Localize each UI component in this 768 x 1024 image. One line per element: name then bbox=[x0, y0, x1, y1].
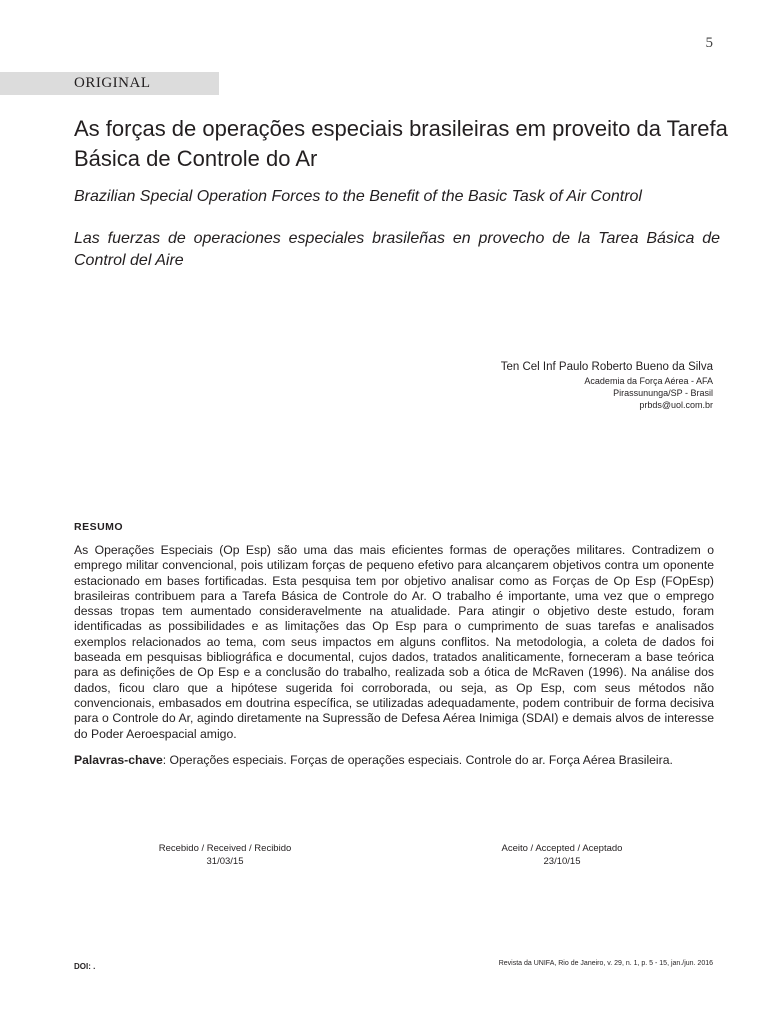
author-institution: Academia da Força Aérea - AFA bbox=[584, 376, 713, 386]
article-subtitle-english: Brazilian Special Operation Forces to the Benefit of the Basic Task of Air Control bbox=[74, 188, 642, 205]
received-label: Recebido / Received / Recibido bbox=[158, 843, 292, 854]
abstract-body: As Operações Especiais (Op Esp) são uma das mais eficientes formas de operações militares. Contradizem o emprego militar convencional, pois utilizam forças de pequeno efetivo para alcançarem objetivos contra um oponente estacionado em bases fortificadas. Esta pesquisa tem por objetivo analisar como as Forças de Op Esp (FOpEsp) brasileiras contribuem para a Tarefa Básica de Controle do Ar. O trabalho é importante, uma vez que o emprego dessas tropas tem aumentado consideravelmente na atualidade. Para atingir o objetivo deste estudo, foram identificadas as possibilidades e as limitações das Op Esp para o cumprimento de suas tarefas e analisados exemplos relacionados ao tema, com seus impactos em alguns conflitos. Na metodologia, a coleta de dados foi baseada em pesquisas bibliográfica e documental, cujos dados, tratados analiticamente, forneceram a base teórica para as definições de Op Esp e a conclusão do trabalho, realizada sob a ótica de McRaven (1996). Na análise dos dados, ficou claro que a hipótese sugerida foi corroborada, ou seja, as Op Esp, com seus métodos não convencionais, embasados em doutrina específica, se utilizadas adequadamente, podem contribuir de forma decisiva para o Controle do Ar, agindo diretamente na Supressão de Defesa Aérea Inimiga (SDAI) e demais alvos de interesse do Poder Aeroespacial amigo. bbox=[74, 543, 714, 741]
doi: DOI: . bbox=[74, 962, 96, 971]
author-email: prbds@uol.com.br bbox=[639, 400, 713, 410]
page-number: 5 bbox=[705, 35, 713, 51]
keywords-label: Palavras-chave bbox=[74, 753, 163, 767]
accepted-block bbox=[462, 842, 662, 868]
author-name: Ten Cel Inf Paulo Roberto Bueno da Silva bbox=[500, 361, 713, 373]
author-location: Pirassununga/SP - Brasil bbox=[613, 388, 713, 398]
article-subtitle-spanish: Las fuerzas de operaciones especiales brasileñas en provecho de la Tarea Básica de Control del Aire bbox=[74, 230, 720, 269]
received-date: 31/03/15 bbox=[206, 856, 244, 867]
author-block bbox=[501, 359, 713, 411]
article-title: As forças de operações especiais brasileiras em proveito da Tarefa Básica de Controle do Ar bbox=[74, 116, 728, 171]
abstract-heading: RESUMO bbox=[74, 521, 124, 533]
journal-citation: Revista da UNIFA, Rio de Janeiro, v. 29, n. 1, p. 5 - 15, jan./jun. 2016 bbox=[498, 960, 713, 967]
keywords bbox=[74, 753, 714, 768]
received-block bbox=[125, 842, 325, 868]
accepted-label: Aceito / Accepted / Aceptado bbox=[501, 843, 623, 854]
running-head bbox=[74, 34, 474, 40]
accepted-date: 23/10/15 bbox=[543, 856, 581, 867]
keywords-list: : Operações especiais. Forças de operações especiais. Controle do ar. Força Aérea Brasileira. bbox=[162, 753, 673, 767]
section-label: ORIGINAL bbox=[74, 75, 151, 91]
